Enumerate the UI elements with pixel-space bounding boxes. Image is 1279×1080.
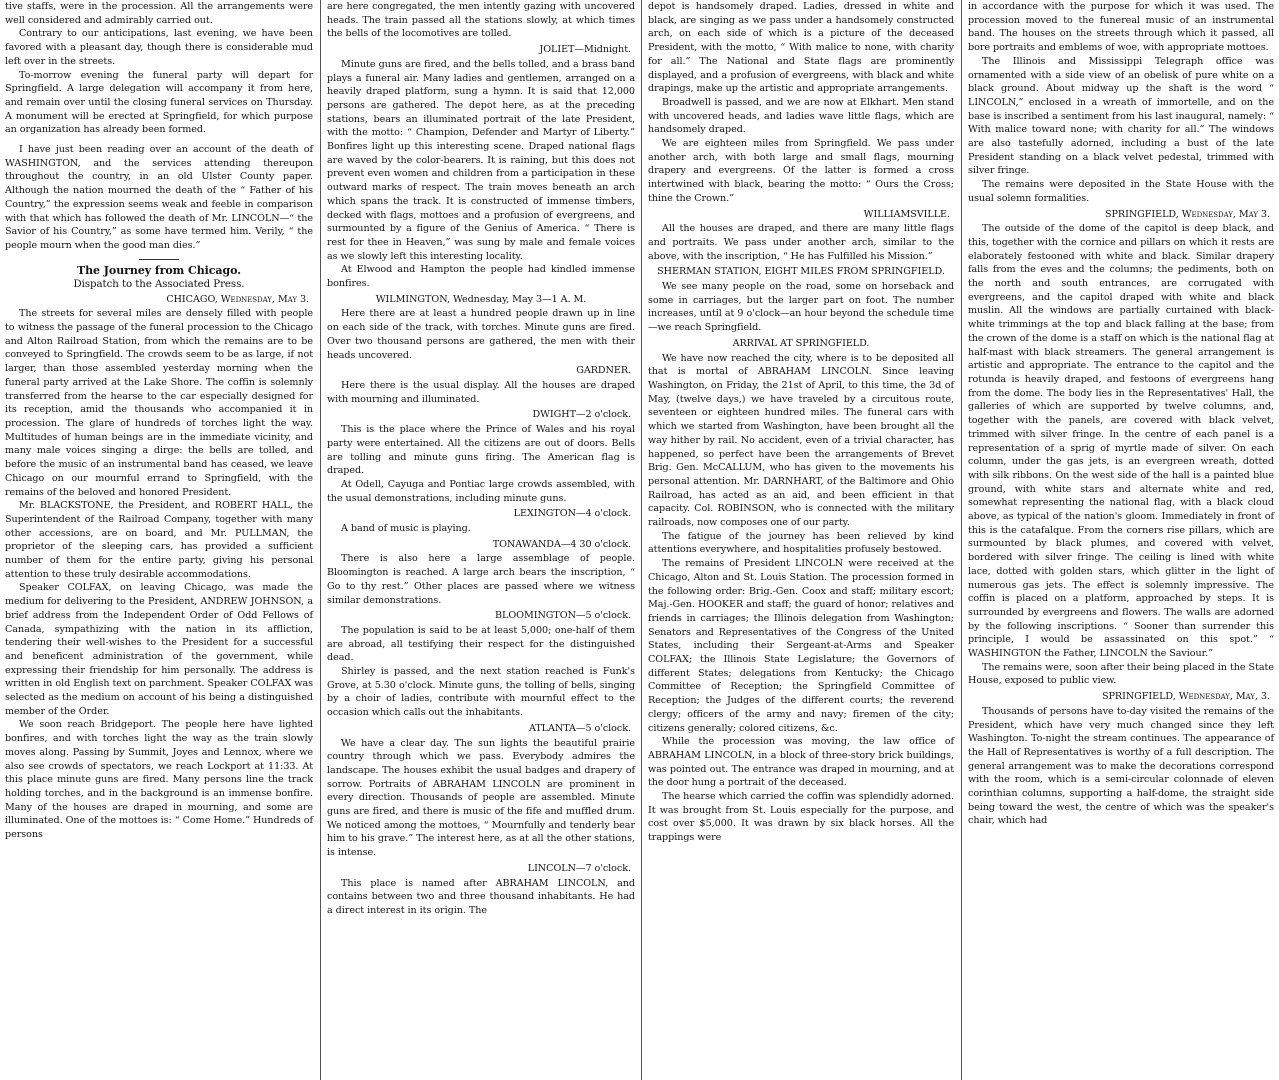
paragraph: The streets for several miles are densely filled with people to witness the passage of the funeral procession to the Chicago and Alton Railroad Station, from which the remains are to be conveyed to Springfield. The crowds seem to be as large, if not larger, than those assembled yesterday morning when the funeral party arrived at the Lake Shore. The coffin is solemnly transferred from the hearse to the car especially designed for its reception, amid the thousands who accompanied it in procession. The glare of hundreds of torches light the way. Multitudes of human beings are in the immediate vicinity, and many male voices singing a dirge: the bells are tolled, and before the music of an instrumental band has ceased, we leave Chicago on our mournful errand to Springfield, with the remains of the beloved and honored President.: [5, 308, 313, 498]
paragraph: A band of music is playing.: [341, 523, 471, 535]
dateline: GARDNER.: [576, 365, 631, 377]
column-rule: [641, 0, 642, 1080]
dateline: SPRINGFIELD, Wednesday, May 3.: [1104, 208, 1270, 220]
article-subheading: Dispatch to the Associated Press.: [73, 278, 245, 290]
dateline: BLOOMINGTON—5 o'clock.: [495, 610, 631, 622]
paragraph: The outside of the dome of the capitol is deep black, and this, together with the cornice and pillars on which it rests are elaborately festooned with white and black. Similar drapery falls from the eves and the columns; the pediments, both on the north and south entrances, are corrugated with evergreens, and the capitol draped with white and black muslin. All the windows are partially curtained with black-white trimmings at the top and black falling at the base; from the crown of the dome is a staff on which is the national flag at half-mast with black streamers. The general arrangement is artistic and appropriate. The entrance to the capitol and the rotunda is heavily draped, and festoons of evergreens hang from the dome. The body lies in the Representatives' Hall, the galleries of which are supported by twelve columns, and, together with the panels, are covered with black velvet, trimmed with silver fringe. In the centre of each panel is a representation of a sprig of myrtle made of silver. On each column, under the gas jets, is an evergreen wreath, dotted with silk ribbons. On the west side of the hall is a painted blue ground, with white stars and alternate white and red, somewhat representing the national flag, with a black cloud above, as typical of the nation's gloom. Immediately in front of this is the catafalque. From the corners rise pillars, which are surmounted by black plumes, and covered with velvet, bordered with silver fringe. The ceiling is lined with white lace, dotted with golden stars, which glitter in the light of numerous gas jets. The effect is solemnly impressive. The coffin is placed on a platform, approached by steps. It is surrounded by evergreens and flowers. The walls are adorned by the following inscriptions. “ Sooner than surrender this principle, I would be assassinated on this spot.” “ WASHINGTON the Father, LINCOLN the Saviour.”: [968, 223, 1274, 660]
paragraph: Broadwell is passed, and we are now at Elkhart. Men stand with uncovered heads, and ladies wave little flags, which are handsomely draped.: [648, 96, 954, 136]
paragraph: We have now reached the city, where is to be deposited all that is mortal of ABRAHAM LINCOLN. Since leaving Washington, on Friday, the 21st of April, to this time, the 3d of May, (twelve days,) we have traveled by a circuitous route, seventeen or eighteen hundred miles. The funeral cars with which we started from Washington, have been brought all the way hither by rail. No accident, even of a trivial character, has happened, so perfect have been the arrangements of Brevet Brig. Gen. McCALLUM, who has given to the movements his personal attention. Mr. DARNHART, of the Baltimore and Ohio Railroad, has acted as an aid, and been efficient in that capacity. Col. ROBINSON, who is connected with the military railroads, now composes one of our party.: [648, 352, 954, 529]
paragraph: There is also here a large assemblage of people. Bloomington is reached. A large arch bears the inscription, “ Go to thy rest.” Other places are passed where we witness similar demonstrations.: [327, 553, 635, 606]
column-rule: [320, 0, 321, 1080]
paragraph: We see many people on the road, some on horseback and some in carriages, but the larger part on foot. The number increases, until at 9 o'clock—an hour beyond the schedule time—we reach Springfield.: [648, 281, 954, 334]
paragraph: The fatigue of the journey has been relieved by kind attentions everywhere, and hospitalities profusely bestowed.: [648, 530, 954, 556]
paragraph: The hearse which carried the coffin was splendidly adorned. It was brought from St. Louis especially for the purpose, and cost over $5,000. It was drawn by six black horses. All the trappings were: [648, 791, 954, 844]
paragraph: I have just been reading over an account of the death of WASHINGTON, and the services attending thereupon throughout the country, in an old Ulster County paper. Although the nation mourned the death of the “ Father of his Country,” the expression seems weak and feeble in comparison with that which has followed the death of Mr. LINCOLN—“ the Savior of his Country,” as some have termed him. Verily, “ the people mourn when the good man dies.”: [5, 144, 313, 251]
paragraph: are here congregated, the men intently gazing with uncovered heads. The train passed all the stations slowly, at which times the bells of the locomotives are tolled.: [327, 1, 635, 40]
dateline: ATLANTA—5 o'clock.: [528, 722, 631, 734]
dateline: ARRIVAL AT SPRINGFIELD.: [732, 337, 870, 349]
paragraph: The remains were, soon after their being placed in the State House, exposed to public view.: [968, 661, 1274, 687]
paragraph: The population is said to be at least 5,000; one-half of them are abroad, all testifying their respect for the distinguished dead.: [327, 624, 635, 664]
paragraph: Thousands of persons have to-day visited the remains of the President, which have very much changed since they left Washington. To-night the stream continues. The appearance of the Hall of Representatives is worthy of a full description. The general arrangement was to make the decorations correspond with the room, which is a semi-circular colonnade of eleven corinthian columns, supporting a half-dome, the straight side being toward the west, the centre of which was the speaker's chair, which had: [968, 705, 1274, 827]
paragraph: Contrary to our anticipations, last evening, we have been favored with a pleasant day, though there is considerable mud left over in the streets.: [5, 28, 313, 67]
dateline: TONAWANDA—4 30 o'clock.: [492, 538, 631, 550]
dateline: LEXINGTON—4 o'clock.: [513, 508, 631, 520]
column-rule: [961, 0, 962, 1080]
paragraph: We have a clear day. The sun lights the beautiful prairie country through which we pass. Everybody admires the landscape. The houses exhibit the usual badges and drapery of sorrow. Portraits of ABRAHAM LINCOLN are prominent in every direction. Thousands of people are assembled. Minute guns are fired, and there is music of the fife and muffled drum. We noticed among the mottoes, “ Mournfully and tenderly bear him to his grave.” The interest here, as at all the other stations, is intense.: [327, 737, 635, 859]
dateline: WILLIAMSVILLE.: [863, 208, 950, 220]
paragraph: At Odell, Cayuga and Pontiac large crowds assembled, with the usual demonstrations, including minute guns.: [327, 478, 635, 504]
paragraph: This place is named after ABRAHAM LINCOLN, and contains between two and three thousand inhabitants. He had a direct interest in its origin. The: [327, 877, 635, 916]
paragraph: The remains of President LINCOLN were received at the Chicago, Alton and St. Louis Station. The procession formed in the following order: Brig.-Gen. Coox and staff; military escort; Maj.-Gen. HOOKER and staff; the guard of honor; relatives and friends in carriages; the Illinois delegation from Washington; Senators and Representatives of the Congress of the United States, including their Sergeant-at-Arms and Speaker COLFAX; the Illinois State Legislature; the Governors of different States; delegations from Kentucky; the Chicago Committee of Reception; the Springfield Committee of Reception; the Judges of the different courts; the reverend clergy; officers of the army and navy; firemen of the city; citizens generally; colored citizens, &c.: [648, 558, 954, 734]
paragraph: in accordance with the purpose for which it was used. The procession moved to the funereal music of an instrumental band. The houses on the streets through which it passed, all bore portraits and emblems of woe, with appropriate mottoes.: [968, 1, 1274, 54]
paragraph: depot is handsomely draped. Ladies, dressed in white and black, are singing as we pass under a handsomely constructed arch, on each side of which is a picture of the deceased President, with the motto, “ With malice to none, with charity for all.” The National and State flags are prominently displayed, and a profusion of evergreens, with black and white drapings, make up the artistic and appropriate arrangements.: [648, 1, 954, 95]
paragraph: We are eighteen miles from Springfield. We pass under another arch, with both large and small flags, mourning drapery and evergreens. Of the latter is formed a cross intertwined with black, bearing the motto: “ Ours the Cross; thine the Crown.”: [648, 138, 954, 204]
paragraph: tive staffs, were in the procession. All the arrangements were well considered and admirably carried out.: [5, 1, 313, 26]
paragraph: We soon reach Bridgeport. The people here have lighted bonfires, and with torches light the way as the train slowly moves along. Passing by Summit, Joyes and Lennox, where we also see crowds of spectators, we reach Lockport at 11:33. At this place minute guns are fired. Many persons line the track holding torches, and in the background is an immense bonfire. Many of the houses are draped in mourning, and some are illuminated. One of the mottoes is: “ Come Home.” Hundreds of persons: [5, 719, 313, 841]
paragraph: Here there are at least a hundred people drawn up in line on each side of the track, with torches. Minute guns are fired. Over two thousand persons are gathered, the men with their heads uncovered.: [327, 308, 635, 361]
paragraph: At Elwood and Hampton the people had kindled immense bonfires.: [327, 264, 635, 290]
dateline: WILMINGTON, Wednesday, May 3—1 A. M.: [375, 293, 587, 305]
paragraph: Minute guns are fired, and the bells tolled, and a brass band plays a funeral air. Many ladies and gentlemen, arranged on a heavily draped platform, sung a hymn. It is said that 12,000 persons are gathered. The depot here, as at the preceding stations, bears an illuminated portrait of the late President, with the motto: “ Champion, Defender and Martyr of Liberty.” Bonfires light up this interesting scene. Draped national flags are waved by the color-bearers. It is raining, but this does not prevent even women and children from a participation in these outward marks of respect. The train moves beneath an arch which spans the track. It is constructed of immense timbers, decked with flags, mottoes and a profusion of evergreens, and surmounted by a figure of the Genius of America. “ There is rest for thee in Heaven,” was sung by male and female voices as we slowly left this interesting locality.: [327, 58, 635, 262]
paragraph: All the houses are draped, and there are many little flags and portraits. We pass under another arch, similar to the above, with the inscription, “ He has Fulfilled his Mission.”: [648, 223, 954, 262]
column-1: [0, 0, 318, 1080]
column-3: [643, 0, 959, 1080]
paragraph: Speaker COLFAX, on leaving Chicago, was made the medium for delivering to the President, ANDREW JOHNSON, a brief address from the Independent Order of Odd Fellows of Canada, sympathizing with the nation in its affliction, tendering their well-wishes to the President for a successful and beneficent administration of the government, while expressing their friendship for him personally. The address is written in old English text on parchment. Speaker COLFAX was selected as the medium on account of his being a distinguished member of the Order.: [5, 582, 313, 717]
dateline: SHERMAN STATION, EIGHT MILES FROM SPRINGFIELD.: [657, 266, 945, 278]
dateline: DWIGHT—2 o'clock.: [532, 409, 631, 421]
column-4: [963, 0, 1279, 1080]
paragraph: To-morrow evening the funeral party will depart for Springfield. A large delegation will accompany it from here, and remain over until the closing funeral services on Thursday. A monument will be erected at Springfield, for which purpose an organization has already been formed.: [5, 69, 313, 136]
paragraph: While the procession was moving, the law office of ABRAHAM LINCOLN, in a block of three-story brick buildings, was pointed out. The entrance was draped in mourning, and at the door hung a portrait of the deceased.: [648, 736, 954, 789]
dateline: LINCOLN—7 o'clock.: [527, 862, 631, 874]
section-separator: [139, 259, 179, 260]
dateline: JOLIET—Midnight.: [539, 44, 631, 56]
paragraph: Shirley is passed, and the next station reached is Funk's Grove, at 5.30 o'clock. Minute guns, the tolling of bells, singing by a choir of ladies, contribute with mournful effect to the occasion which calls out the inhabitants.: [327, 666, 635, 719]
paragraph: The remains were deposited in the State House with the usual solemn formalities.: [968, 179, 1274, 204]
column-2: [322, 0, 640, 1080]
paragraph: Mr. BLACKSTONE, the President, and ROBERT HALL, the Superintendent of the Railroad Company, together with many other accessions, are on board, and Mr. PULLMAN, the proprietor of the sleeping cars, has provided a sufficient number of them for the entire party, giving his personal attention to these truly desirable accommodations.: [5, 500, 313, 580]
paragraph: Here there is the usual display. All the houses are draped with mourning and illuminated.: [327, 379, 635, 405]
paragraph: The Illinois and Mississippi Telegraph office was ornamented with a side view of an obelisk of pure white on a black ground. About midway up the shaft is the word “ LINCOLN,” enclosed in a wreath of immortelle, and on the base is inscribed a sentiment from his last inaugural, namely: “ With malice toward none; with charity for all.” The windows are also tastefully adorned, including a bust of the late President standing on a black velvet pedestal, trimmed with silver fringe.: [968, 55, 1274, 177]
dateline: SPRINGFIELD, Wednesday, May, 3.: [1101, 691, 1270, 703]
article-heading: The Journey from Chicago.: [76, 263, 242, 277]
dateline: CHICAGO, Wednesday, May 3.: [166, 293, 309, 305]
paragraph: This is the place where the Prince of Wales and his royal party were entertained. All the citizens are out of doors. Bells are tolling and minute guns firing. The American flag is draped.: [327, 424, 635, 477]
